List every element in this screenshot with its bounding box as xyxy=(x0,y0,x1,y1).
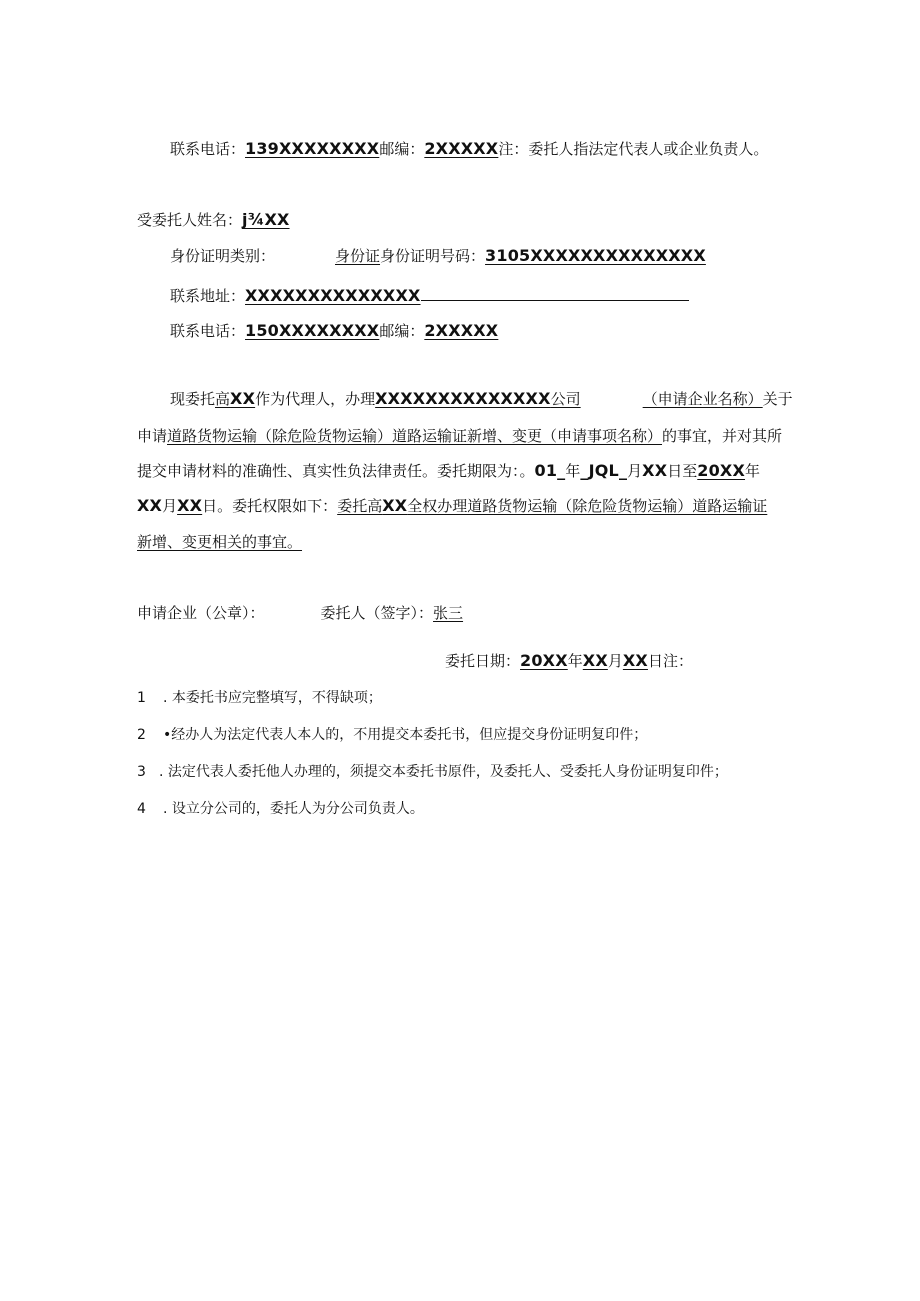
agent-name-line xyxy=(137,209,290,231)
body-line-5 xyxy=(137,531,302,553)
company-name: XXXXXXXXXXXXXX xyxy=(375,389,551,408)
note-item xyxy=(137,761,728,783)
text: 年 xyxy=(565,462,581,480)
note-text: . 设立分公司的，委托人为分公司负责人。 xyxy=(163,801,424,817)
principal-sign-label: 委托人（签字）： xyxy=(320,604,434,622)
note-text: •经办人为法定代表人本人的，不用提交本委托书，但应提交身份证明复印件； xyxy=(163,727,648,743)
company-seal-label: 申请企业（公章）： xyxy=(137,604,265,622)
company-suffix: 公司 xyxy=(550,390,581,408)
principal-note: 注：委托人指法定代表人或企业负责人。 xyxy=(498,140,769,158)
text: 关于 xyxy=(762,390,793,408)
text: 的事宜，并对其所 xyxy=(662,427,783,445)
agent-given-name: XX xyxy=(230,389,256,408)
zip-value: 2XXXXX xyxy=(424,139,499,158)
note-text: . 本委托书应完整填写，不得缺项； xyxy=(163,690,382,706)
agent-contact-line xyxy=(170,320,498,342)
body-line-1 xyxy=(170,388,793,410)
note-number: 2 xyxy=(137,727,146,743)
text: 日。委托权限如下： xyxy=(202,497,338,515)
text: 提交申请材料的准确性、真实性负法律责任。委托期限为：。 xyxy=(137,462,535,480)
phone-label: 联系电话： xyxy=(170,140,246,158)
agent-name-label: 受委托人姓名： xyxy=(137,211,243,229)
agent-phone-value: 150XXXXXXXX xyxy=(245,321,380,340)
id-type-value: 身份证 xyxy=(335,247,381,265)
agent-name-value: j¾XX xyxy=(242,210,290,229)
note-number: 4 xyxy=(137,801,146,817)
scope-text: 委托高 xyxy=(337,497,383,515)
text: 月 xyxy=(607,652,623,670)
body-line-2 xyxy=(137,425,782,447)
note-text: . 法定代表人委托他人办理的，须提交本委托书原件，及委托人、受委托人身份证明复印件； xyxy=(159,764,728,780)
date-line xyxy=(445,650,693,672)
phone-value: 139XXXXXXXX xyxy=(245,139,380,158)
text: 现委托 xyxy=(170,390,216,408)
agent-phone-label: 联系电话： xyxy=(170,322,246,340)
id-number-value: 3105XXXXXXXXXXXXXX xyxy=(485,246,706,265)
address-blank xyxy=(421,284,689,301)
principal-sign-value: 张三 xyxy=(433,604,464,622)
start-day: XX xyxy=(642,461,668,480)
text: 月 xyxy=(162,497,178,515)
end-month: XX xyxy=(137,496,163,515)
text: 年 xyxy=(567,652,583,670)
agent-address-line xyxy=(170,284,689,307)
end-year: 20XX xyxy=(697,461,746,480)
date-month: XX xyxy=(582,651,608,670)
zip-label: 邮编： xyxy=(379,140,425,158)
body-line-3 xyxy=(137,460,760,482)
start-year: 01_ xyxy=(534,461,566,480)
start-month: _JQL_ xyxy=(580,461,628,480)
text: 作为代理人，办理 xyxy=(255,390,376,408)
text: 日至 xyxy=(667,462,698,480)
scope-text: 全权办理道路货物运输（除危险货物运输）道路运输证 xyxy=(407,497,768,515)
agent-zip-label: 邮编： xyxy=(379,322,425,340)
note-number: 1 xyxy=(137,690,146,706)
agent-id-line xyxy=(170,245,706,267)
text: 年 xyxy=(745,462,761,480)
id-number-label: 身份证明号码： xyxy=(380,247,486,265)
note-item xyxy=(137,798,424,820)
date-day: XX xyxy=(622,651,648,670)
signature-line xyxy=(137,602,463,624)
scope-name: XX xyxy=(382,496,408,515)
id-type-label: 身份证明类别： xyxy=(170,247,276,265)
scope-text: 新增、变更相关的事宜。 xyxy=(137,533,303,551)
date-year: 20XX xyxy=(520,651,568,670)
text: 申请 xyxy=(137,427,168,445)
note-item xyxy=(137,724,647,746)
note-item xyxy=(137,687,382,709)
body-line-4 xyxy=(137,495,767,517)
end-day: XX xyxy=(177,496,203,515)
agent-surname: 高 xyxy=(215,390,231,408)
address-label: 联系地址： xyxy=(170,287,246,305)
date-label: 委托日期： xyxy=(445,652,521,670)
note-number: 3 xyxy=(137,764,146,780)
text: 月 xyxy=(627,462,643,480)
company-hint: （申请企业名称） xyxy=(642,390,763,408)
principal-contact-line xyxy=(170,138,768,160)
address-value: XXXXXXXXXXXXXX xyxy=(245,286,421,305)
agent-zip-value: 2XXXXX xyxy=(424,321,499,340)
application-item: 道路货物运输（除危险货物运输）道路运输证新增、变更（申请事项名称） xyxy=(167,427,663,445)
text: 日注： xyxy=(647,652,693,670)
